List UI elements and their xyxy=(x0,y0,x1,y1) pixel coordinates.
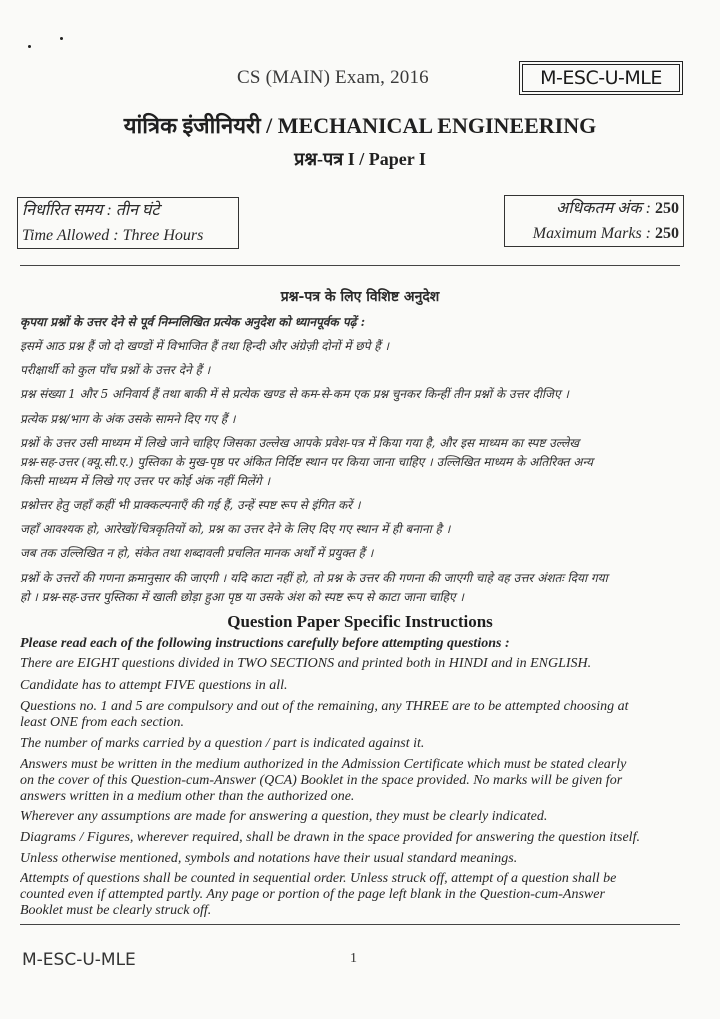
english-instruction-line: Please read each of the following instructions carefully before attempting questions : xyxy=(20,636,510,651)
english-instruction-line: Diagrams / Figures, wherever required, shall be drawn in the space provided for answering the question itself. xyxy=(20,830,640,845)
hindi-instruction-line: प्रश्नों के उत्तर उसी माध्यम में लिखे जाने चाहिए जिसका उल्लेख आपके प्रवेश-पत्र में किया गया है, और इस माध्यम का स्पष्ट उल्लेख xyxy=(20,436,580,450)
hindi-instructions-heading: प्रश्न-पत्र के लिए विशिष्ट अनुदेश xyxy=(280,289,440,305)
footer-divider xyxy=(20,924,680,925)
english-instruction-line: Booklet must be clearly struck off. xyxy=(20,903,212,918)
time-allowed-english: Time Allowed : Three Hours xyxy=(22,227,204,244)
subject-title: यांत्रिक इंजीनियरी / MECHANICAL ENGINEERING xyxy=(123,113,597,138)
english-instruction-line: There are EIGHT questions divided in TWO SECTIONS and printed both in HINDI and in ENGLISH. xyxy=(20,656,592,671)
hindi-instruction-line: इसमें आठ प्रश्न हैं जो दो खण्डों में विभाजित हैं तथा हिन्दी और अंग्रेज़ी दोनों में छपे हैं । xyxy=(20,339,390,353)
english-instruction-line: Candidate has to attempt FIVE questions in all. xyxy=(20,678,288,693)
maximum-marks-hindi-label: अधिकतम अंक : xyxy=(555,200,651,217)
scan-speck xyxy=(28,45,31,48)
hindi-instruction-line: प्रश्न-सह-उत्तर (क्यू.सी.ए.) पुस्तिका के मुख-पृष्ठ पर अंकित निर्दिष्ट स्थान पर किया जाना चाहिए । उल्लिखित माध्यम के अतिरिक्त अन्य xyxy=(20,455,593,469)
maximum-marks-hindi-value: 250 xyxy=(655,200,679,217)
hindi-instruction-line: प्रत्येक प्रश्न/भाग के अंक उसके सामने दिए गए हैं । xyxy=(20,412,236,426)
english-instruction-line: least ONE from each section. xyxy=(20,715,184,730)
scan-speck xyxy=(60,37,63,40)
english-instruction-line: answers written in a medium other than the authorized one. xyxy=(20,789,355,804)
english-instruction-line: Questions no. 1 and 5 are compulsory and out of the remaining, any THREE are to be attempted choosing at xyxy=(20,699,629,714)
maximum-marks-english-label: Maximum Marks : xyxy=(532,225,651,242)
english-instruction-line: Answers must be written in the medium authorized in the Admission Certificate which must be stated clearly xyxy=(20,757,627,772)
time-allowed-hindi: निर्धारित समय : तीन घंटे xyxy=(22,202,160,219)
hindi-instruction-line: परीक्षार्थी को कुल पाँच प्रश्नों के उत्तर देने हैं । xyxy=(20,363,211,377)
hindi-instruction-line: कृपया प्रश्नों के उत्तर देने से पूर्व निम्नलिखित प्रत्येक अनुदेश को ध्यानपूर्वक पढ़ें : xyxy=(20,315,366,329)
hindi-instruction-line: हो । प्रश्न-सह-उत्तर पुस्तिका में खाली छोड़ा हुआ पृष्ठ या उसके अंश को स्पष्ट रूप से काटा जाना चाहिए । xyxy=(20,590,464,604)
english-instruction-line: Attempts of questions shall be counted in sequential order. Unless struck off, attempt of a question shall be xyxy=(20,871,617,886)
english-instruction-line: Wherever any assumptions are made for answering a question, they must be clearly indicated. xyxy=(20,809,548,824)
english-instructions-heading: Question Paper Specific Instructions xyxy=(227,612,493,631)
header-divider xyxy=(20,265,680,266)
time-allowed-box xyxy=(17,197,239,249)
page-number: 1 xyxy=(350,951,357,966)
hindi-instruction-line: किसी माध्यम में लिखे गए उत्तर पर कोई अंक नहीं मिलेंगे । xyxy=(20,474,271,488)
hindi-instruction-line: जहाँ आवश्यक हो, आरेखों/चित्रकृतियों को, प्रश्न का उत्तर देने के लिए दिए गए स्थान में ही बनाना है । xyxy=(20,522,451,536)
maximum-marks-box xyxy=(504,195,684,247)
hindi-instruction-line: जब तक उल्लिखित न हो, संकेत तथा शब्दावली प्रचलित मानक अर्थों में प्रयुक्त हैं । xyxy=(20,546,374,560)
hindi-instruction-line: प्रश्नों के उत्तरों की गणना क्रमानुसार की जाएगी । यदि काटा नहीं हो, तो प्रश्न के उत्तर की गणना की जाएगी चाहे वह उत्तर अंशतः दिया गया xyxy=(20,571,608,585)
maximum-marks-english-value: 250 xyxy=(655,225,679,242)
maximum-marks-hindi xyxy=(505,196,679,221)
paper-code-box: M-ESC-U-MLE xyxy=(522,64,680,92)
maximum-marks-english xyxy=(505,221,679,246)
paper-title: प्रश्न-पत्र I / Paper I xyxy=(294,149,426,169)
english-instruction-line: on the cover of this Question-cum-Answer (QCA) Booklet in the space provided. No marks will be given for xyxy=(20,773,623,788)
exam-title: CS (MAIN) Exam, 2016 xyxy=(237,67,429,88)
footer-paper-code: M-ESC-U-MLE xyxy=(22,950,136,970)
english-instruction-line: The number of marks carried by a question / part is indicated against it. xyxy=(20,736,425,751)
hindi-instruction-line: प्रश्न संख्या 1 और 5 अनिवार्य हैं तथा बाकी में से प्रत्येक खण्ड से कम-से-कम एक प्रश्न चुनकर किन्हीं तीन प्रश्नों के उत्तर दीजिए । xyxy=(20,387,569,401)
english-instruction-line: Unless otherwise mentioned, symbols and notations have their usual standard meanings. xyxy=(20,851,518,866)
english-instruction-line: counted even if attempted partly. Any page or portion of the page left blank in the Question-cum-Answer xyxy=(20,887,605,902)
hindi-instruction-line: प्रश्नोत्तर हेतु जहाँ कहीं भी प्राक्कल्पनाएँ की गई हैं, उन्हें स्पष्ट रूप से इंगित करें । xyxy=(20,498,361,512)
